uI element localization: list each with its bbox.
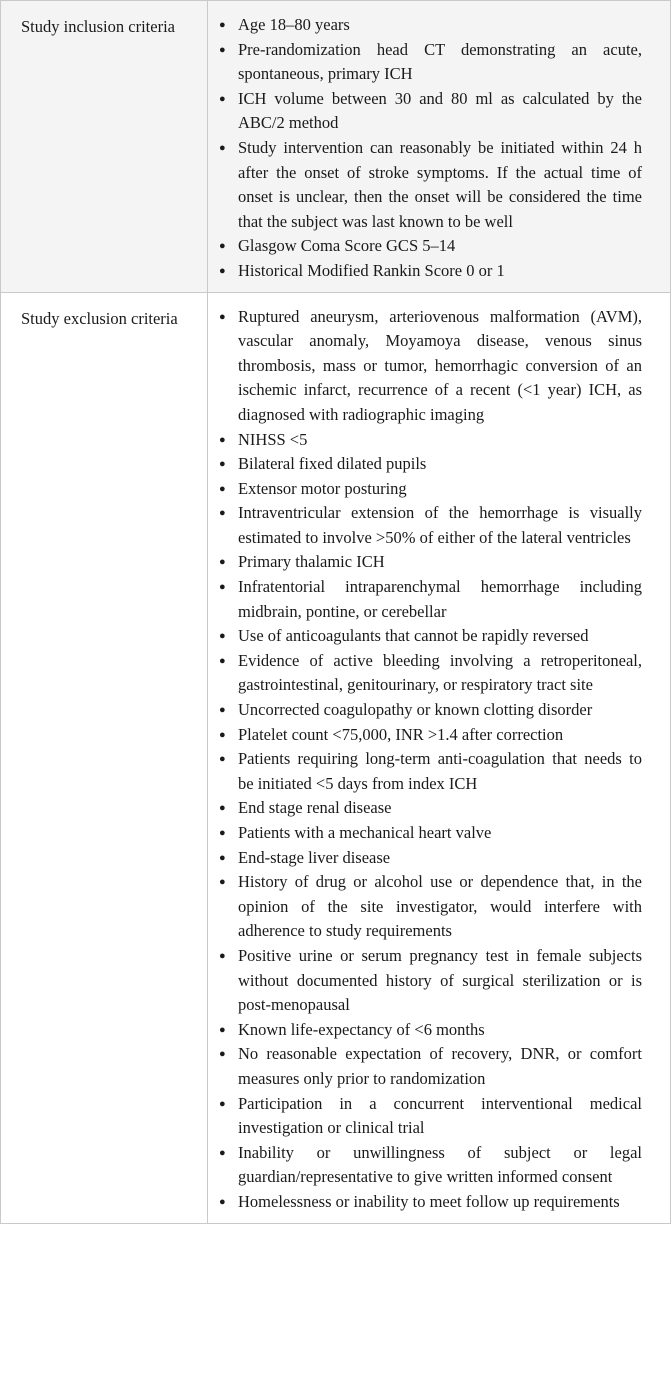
list-item: ● Uncorrected coagulopathy or known clotting disorder: [216, 698, 642, 723]
inclusion-row: [1, 1, 671, 293]
list-item: ● NIHSS <5: [216, 428, 642, 453]
bullet-icon: ●: [219, 1097, 226, 1110]
list-item: ● No reasonable expectation of recovery, DNR, or comfort measures only prior to randomization: [216, 1042, 642, 1091]
exclusion-list: [216, 305, 642, 1215]
bullet-icon: ●: [219, 876, 226, 889]
list-item: ● Extensor motor posturing: [216, 477, 642, 502]
bullet-icon: ●: [219, 827, 226, 839]
bullet-icon: ●: [219, 728, 226, 741]
list-item: ● Bilateral fixed dilated pupils: [216, 452, 642, 477]
bullet-icon: ●: [219, 507, 226, 520]
list-item: ● Inability or unwillingness of subject or legal guardian/representative to give written informed consent: [216, 1141, 642, 1190]
bullet-icon: ●: [219, 310, 226, 323]
bullet-icon: ●: [219, 753, 226, 766]
bullet-icon: ●: [219, 556, 226, 569]
bullet-icon: ●: [219, 581, 226, 594]
inclusion-cell: [208, 1, 671, 293]
list-item: ● Use of anticoagulants that cannot be rapidly reversed: [216, 624, 642, 649]
bullet-icon: ●: [219, 630, 226, 643]
list-item: ● Primary thalamic ICH: [216, 550, 642, 575]
list-item: ● Participation in a concurrent interventional medical investigation or clinical trial: [216, 1092, 642, 1141]
list-item: ● Infratentorial intraparenchymal hemorrhage including midbrain, pontine, or cerebellar: [216, 575, 642, 624]
bullet-icon: ●: [219, 264, 226, 277]
bullet-icon: ●: [219, 1023, 226, 1036]
list-item: ● Study intervention can reasonably be initiated within 24 h after the onset of stroke symptoms. If the actual time of onset is unclear, then the onset will be considered the time that the subject was last known to be well: [216, 136, 642, 234]
list-item: ● Intraventricular extension of the hemorrhage is visually estimated to involve >50% of either of the lateral ventricles: [216, 501, 642, 550]
list-item: ● ICH volume between 30 and 80 ml as calculated by the ABC/2 method: [216, 87, 642, 136]
list-item: ● Homelessness or inability to meet follow up requirements: [216, 1190, 642, 1215]
bullet-icon: ●: [219, 802, 226, 815]
bullet-icon: ●: [219, 92, 226, 105]
bullet-icon: ●: [219, 240, 226, 253]
list-item: ● Historical Modified Rankin Score 0 or 1: [216, 259, 642, 284]
bullet-icon: ●: [219, 654, 226, 667]
inclusion-list: [216, 13, 642, 284]
list-item: ● Patients with a mechanical heart valve: [216, 821, 642, 846]
list-item: ● Evidence of active bleeding involving a retroperitoneal, gastrointestinal, genitourinary, or respiratory tract site: [216, 649, 642, 698]
bullet-icon: ●: [219, 949, 226, 962]
list-item: ● Patients requiring long-term anti-coagulation that needs to be initiated <5 days from index ICH: [216, 747, 642, 796]
bullet-icon: ●: [219, 482, 226, 495]
bullet-icon: ●: [219, 1146, 226, 1159]
exclusion-row: [1, 292, 671, 1223]
bullet-icon: ●: [219, 433, 226, 446]
bullet-icon: ●: [219, 1195, 226, 1208]
bullet-icon: ●: [219, 141, 226, 154]
list-item: ● Positive urine or serum pregnancy test in female subjects without documented history of surgical sterilization or is post-menopausal: [216, 944, 642, 1018]
list-item: ● Platelet count <75,000, INR >1.4 after correction: [216, 723, 642, 748]
list-item: ● Ruptured aneurysm, arteriovenous malformation (AVM), vascular anomaly, Moyamoya disease, venous sinus thrombosis, mass or tumor, hemorrhagic conversion of an ischemic infarct, recurrence of a recent (<1 year) ICH, as diagnosed with radiographic imaging: [216, 305, 642, 428]
list-item: ● Pre-randomization head CT demonstrating an acute, spontaneous, primary ICH: [216, 38, 642, 87]
list-item: ● End-stage liver disease: [216, 846, 642, 871]
exclusion-label: Study exclusion criteria: [1, 292, 208, 1223]
bullet-icon: ●: [219, 851, 226, 864]
list-item: ● Known life-expectancy of <6 months: [216, 1018, 642, 1043]
list-item: ● Age 18–80 years: [216, 13, 642, 38]
exclusion-cell: [208, 292, 671, 1223]
bullet-icon: ●: [219, 19, 226, 31]
list-item: ● End stage renal disease: [216, 796, 642, 821]
list-item: ● Glasgow Coma Score GCS 5–14: [216, 234, 642, 259]
bullet-icon: ●: [219, 1048, 226, 1061]
bullet-icon: ●: [219, 704, 226, 717]
bullet-icon: ●: [219, 458, 226, 471]
bullet-icon: ●: [219, 43, 226, 56]
inclusion-label: Study inclusion criteria: [1, 1, 208, 293]
list-item: ● History of drug or alcohol use or dependence that, in the opinion of the site investigator, would interfere with adherence to study requirements: [216, 870, 642, 944]
